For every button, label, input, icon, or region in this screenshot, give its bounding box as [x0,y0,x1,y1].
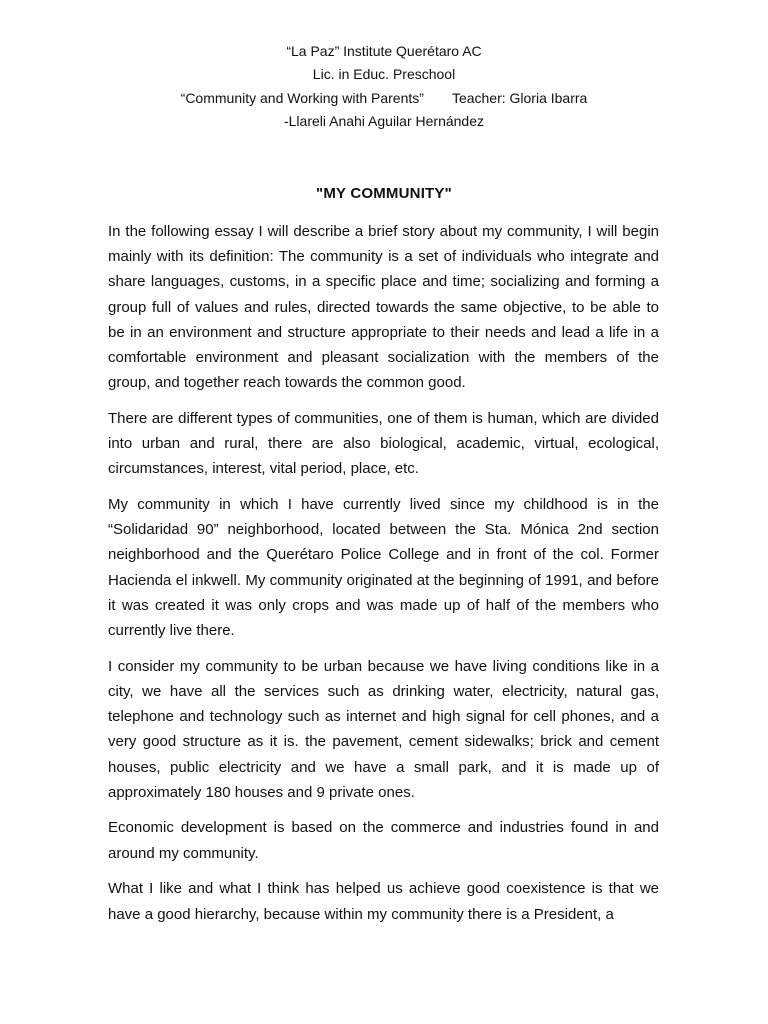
essay-paragraph: In the following essay I will describe a brief story about my community, I will begin mainly with its definition: The community is a set of individuals who integrate and share languages, customs, in a specific place and time; socializing and forming a group full of values and rules, directed towards the same objective, to be able to be in an environment and structure appropriate to their needs and lead a life in a comfortable environment and pleasant socialization with the members of the group, and together reach towards the common good. [108,223,659,392]
essay-paragraph: There are different types of communities, one of them is human, which are divided into urban and rural, there are also biological, academic, virtual, ecological, circumstances, interest, vital period, place, etc. [108,409,659,478]
author-name: -Llareli Anahi Aguilar Hernández [283,112,484,129]
program-name: Lic. in Educ. Preschool [312,66,456,83]
course-name: “Community and Working with Parents” [180,89,424,106]
essay-paragraph: Economic development is based on the commerce and industries found in and around my community. [108,819,659,862]
document-header [0,40,768,133]
teacher-name: Teacher: Gloria Ibarra [451,89,588,106]
essay-body [108,219,659,937]
essay-paragraph: I consider my community to be urban because we have living conditions like in a city, we have all the services such as drinking water, electricity, natural gas, telephone and technology such as internet and high signal for cell phones, and a very good structure as it is. the pavement, cement sidewalks; brick and cement houses, public electricity and we have a small park, and it is made up of approximately 180 houses and 9 private ones. [108,657,659,801]
institute-name: “La Paz” Institute Querétaro AC [286,43,482,59]
essay-paragraph: My community in which I have currently lived since my childhood is in the “Solidaridad 90” neighborhood, located between the Sta. Mónica 2nd section neighborhood and the Querétaro Police College and in front of the col. Former Hacienda el inkwell. My community originated at the beginning of 1991, and before it was created it was only crops and was made up of half of the members who currently live there. [108,496,659,640]
essay-title: "MY COMMUNITY" [316,185,452,202]
course-teacher-line [0,87,768,110]
essay-paragraph: What I like and what I think has helped us achieve good coexistence is that we have a good hierarchy, because within my community there is a President, a [108,880,659,923]
